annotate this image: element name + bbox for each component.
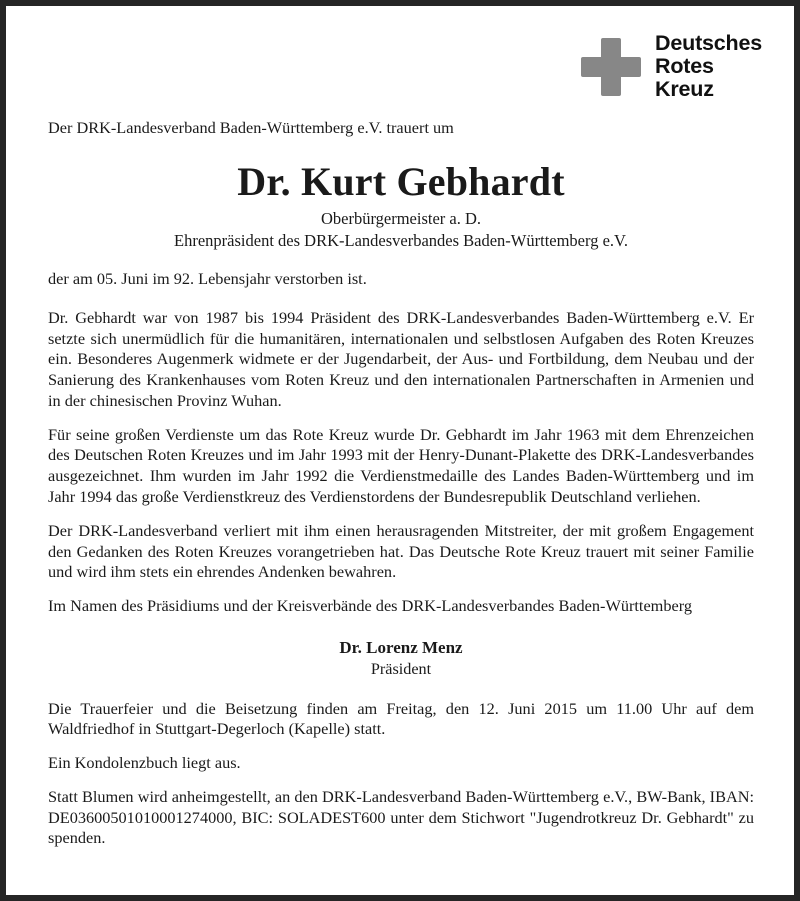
honors-paragraph: Für seine großen Verdienste um das Rote Kreuz wurde Dr. Gebhardt im Jahr 1963 mit dem Ehrenzeichen des Deutschen Roten Kreuzes und im Jahr 1993 mit der Henry-Dunant-Plakette des DRK-Landesverbandes ausgezeichnet. Ihm wurden im Jahr 1992 die Verdienstmedaille des Landes Baden-Württemberg und im Jahr 1994 das große Verdienstkreuz des Verdienstordens der Bundesrepublik Deutschland verliehen.	[48, 424, 754, 506]
signatory-role: Präsident	[370, 659, 432, 678]
notice-body	[42, 118, 764, 875]
drk-logo-header	[42, 32, 764, 118]
signatory-name: Dr. Lorenz Menz	[339, 637, 463, 657]
condolence-book-paragraph: Ein Kondolenzbuch liegt aus.	[48, 753, 241, 773]
donation-details-paragraph: Statt Blumen wird anheimgestellt, an den DRK-Landesverband Baden-Württemberg e.V., BW-Bank, IBAN: DE03600501010001274000, BIC: SOLADEST600 unter dem Stichwort "Jugendrotkreuz Dr. Gebhardt" zu spenden.	[48, 786, 754, 848]
logo-line-2: Rotes	[655, 54, 714, 79]
drk-logo	[581, 32, 762, 102]
drk-logo-text	[655, 32, 762, 102]
deceased-title-line-2: Ehrenpräsident des DRK-Landesverbandes Baden-Württemberg e.V.	[174, 230, 628, 250]
notice-page	[6, 6, 794, 895]
deceased-name: Dr. Kurt Gebhardt	[237, 158, 565, 204]
on-behalf-paragraph: Im Namen des Präsidiums und der Kreisverbände des DRK-Landesverbandes Baden-Württemberg	[48, 596, 692, 616]
logo-line-3: Kreuz	[655, 77, 714, 102]
deceased-titles	[48, 208, 754, 251]
red-cross-icon	[581, 38, 641, 96]
tribute-paragraph: Der DRK-Landesverband verliert mit ihm einen herausragenden Mitstreiter, der mit großem Engagement den Gedanken des Roten Kreuzes vorangetrieben hat. Das Deutsche Rote Kreuz trauert mit seiner Familie und wird ihm stets ein ehrendes Andenken bewahren.	[48, 520, 754, 582]
funeral-details-paragraph: Die Trauerfeier und die Beisetzung finden am Freitag, den 12. Juni 2015 um 11.00 Uhr auf dem Waldfriedhof in Stuttgart-Degerloch (Kapelle) statt.	[48, 698, 754, 739]
deceased-title-line-1: Oberbürgermeister a. D.	[320, 209, 482, 229]
biography-paragraph: Dr. Gebhardt war von 1987 bis 1994 Präsident des DRK-Landesverbandes Baden-Württemberg e.V. Er setzte sich unermüdlich für die humanitären, internationalen und selbstlosen Aufgaben des Roten Kreuzes ein. Besonderes Augenmerk widmete er der Jugendarbeit, der Aus- und Fortbildung, dem Neubau und der Sanierung des Krankenhauses vom Roten Kreuz und den internationalen Partnerschaften in Armenien und in der chinesischen Provinz Wuhan.	[48, 307, 754, 410]
logo-line-1: Deutsches	[655, 31, 762, 55]
mourning-lead-line: Der DRK-Landesverband Baden-Württemberg e.V. trauert um	[48, 118, 454, 137]
signature-block	[48, 637, 754, 680]
death-date-line: der am 05. Juni im 92. Lebensjahr verstorben ist.	[48, 269, 367, 289]
